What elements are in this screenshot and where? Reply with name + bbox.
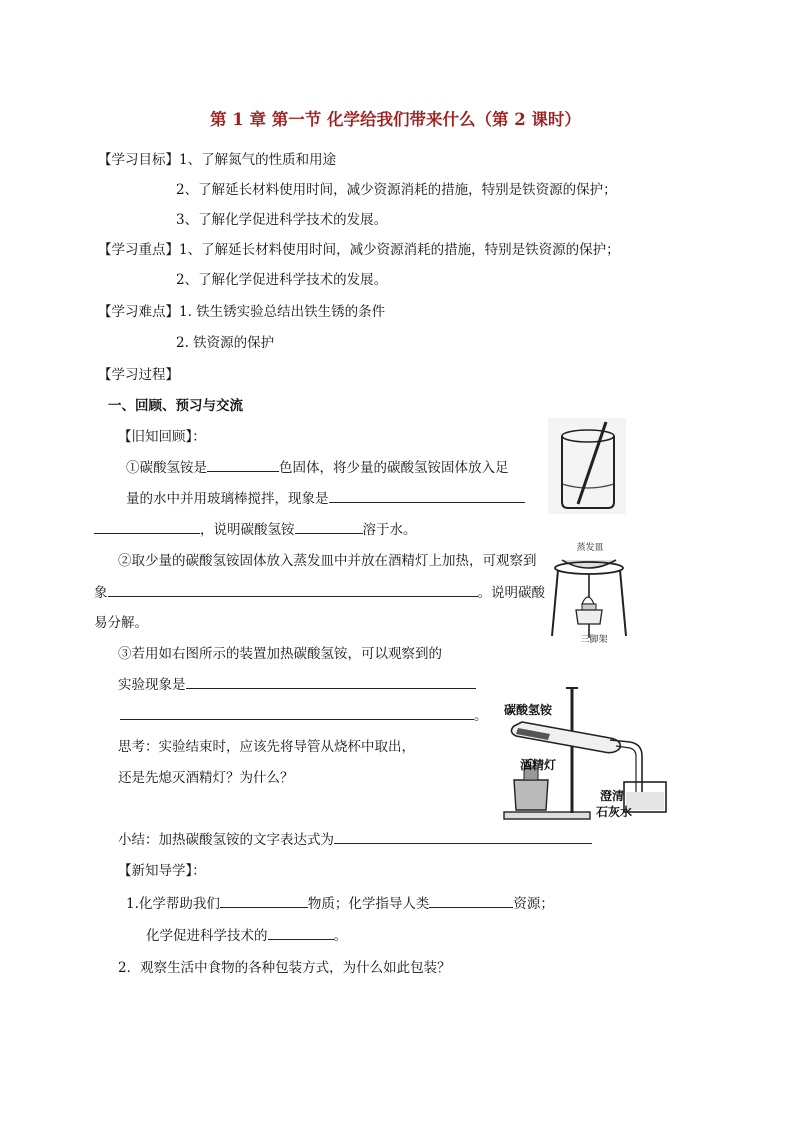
- review-question-2-cont: 易分解。: [94, 615, 148, 631]
- key-points-section: [98, 238, 620, 258]
- process-label: 【学习过程】: [98, 367, 179, 383]
- objectives-label: 【学习目标】: [98, 152, 179, 168]
- key-point-item: 2、了解化学促进科学技术的发展。: [176, 272, 388, 288]
- answer-blank[interactable]: [334, 829, 592, 844]
- review-label: 【旧知回顾】：: [118, 429, 206, 445]
- section-heading: 一、回顾、预习与交流: [108, 398, 243, 414]
- answer-blank[interactable]: [220, 893, 308, 908]
- tripod-top-label: 蒸发皿: [576, 543, 604, 553]
- answer-blank[interactable]: [429, 893, 513, 908]
- apparatus-label-reagent: 碳酸氢铵: [504, 703, 553, 717]
- new-knowledge-question-2: 2．观察生活中食物的各种包装方式，为什么如此包装？: [118, 960, 451, 976]
- key-point-item: 1、了解延长材料使用时间，减少资源消耗的措施，特别是铁资源的保护；: [179, 242, 620, 258]
- question-text: 1.化学帮助我们: [126, 896, 220, 912]
- new-knowledge-label: 【新知导学】：: [118, 863, 206, 879]
- objective-item: 3、了解化学促进科学技术的发展。: [176, 212, 388, 228]
- tripod-bottom-label: 三脚架: [580, 635, 608, 645]
- question-text: ①碳酸氢铵是: [126, 460, 207, 476]
- review-question-1-cont: [94, 518, 417, 538]
- objective-item: 1、了解氮气的性质和用途: [179, 152, 337, 168]
- answer-blank[interactable]: [120, 705, 474, 720]
- answer-blank[interactable]: [207, 457, 279, 472]
- question-text: 色固体，将少量的碳酸氢铵固体放入足: [279, 460, 509, 476]
- answer-blank[interactable]: [186, 674, 476, 689]
- question-text: 。: [474, 708, 488, 724]
- review-question-2-cont: [94, 581, 550, 601]
- beaker-figure: [548, 418, 626, 514]
- heating-apparatus-figure: [500, 682, 674, 826]
- flame-icon: [582, 597, 594, 604]
- answer-blank[interactable]: [329, 488, 525, 503]
- difficulty-item: 1. 铁生锈实验总结出铁生锈的条件: [179, 304, 386, 320]
- question-text: 资源；: [513, 896, 554, 912]
- alcohol-lamp-icon: [514, 780, 548, 810]
- apparatus-label-limewater: 石灰水: [596, 805, 633, 819]
- apparatus-label-lamp: 酒精灯: [520, 758, 557, 772]
- question-text: 物质；化学指导人类: [307, 896, 430, 912]
- key-points-label: 【学习重点】: [98, 242, 179, 258]
- think-question: 思考：实验结束时，应该先将导管从烧杯中取出，: [118, 739, 415, 755]
- question-text: 实验现象是: [118, 677, 186, 693]
- question-text: 量的水中并用玻璃棒搅拌，现象是: [126, 491, 329, 507]
- answer-blank[interactable]: [108, 582, 478, 597]
- difficulty-item: 2. 铁资源的保护: [176, 335, 275, 351]
- iron-stand-base-icon: [504, 812, 590, 819]
- question-text: ，说明碳酸氢铵: [200, 522, 295, 538]
- new-knowledge-question-1-cont: [146, 924, 347, 944]
- new-knowledge-question-1: [126, 892, 554, 912]
- review-question-3-cont: [118, 673, 476, 693]
- review-question-3: ③若用如右图所示的装置加热碳酸氢铵，可以观察到的: [118, 646, 442, 662]
- question-text: 小结：加热碳酸氢铵的文字表达式为: [118, 832, 334, 848]
- difficulties-label: 【学习难点】: [98, 304, 179, 320]
- difficulties-section: [98, 300, 385, 320]
- question-text: 。说明碳酸: [477, 585, 545, 601]
- think-question-cont: 还是先熄灭酒精灯？为什么？: [118, 770, 294, 786]
- question-text: 溶于水。: [362, 522, 417, 538]
- question-text: 。: [333, 928, 347, 944]
- answer-blank[interactable]: [94, 519, 200, 534]
- alcohol-lamp-icon: [576, 610, 602, 624]
- review-question-3-cont: [120, 704, 488, 724]
- answer-blank[interactable]: [295, 519, 363, 534]
- tripod-icon: [552, 570, 558, 636]
- review-question-2: ②取少量的碳酸氢铵固体放入蒸发皿中并放在酒精灯上加热，可观察到: [118, 553, 537, 569]
- review-question-1-cont: [126, 487, 525, 507]
- summary-line: [118, 828, 592, 848]
- question-text: 象: [94, 585, 108, 601]
- objective-item: 2、了解延长材料使用时间，减少资源消耗的措施，特别是铁资源的保护；: [176, 182, 617, 198]
- page-title: 第 1 章 第一节 化学给我们带来什么（第 2 课时）: [210, 110, 581, 129]
- apparatus-label-clear: 澄清: [600, 789, 625, 803]
- test-tube-icon: [511, 722, 620, 753]
- tripod-figure: [548, 538, 628, 646]
- objectives-section: [98, 148, 336, 168]
- question-text: 化学促进科学技术的: [146, 928, 268, 944]
- answer-blank[interactable]: [268, 925, 334, 940]
- review-question-1: [126, 456, 509, 476]
